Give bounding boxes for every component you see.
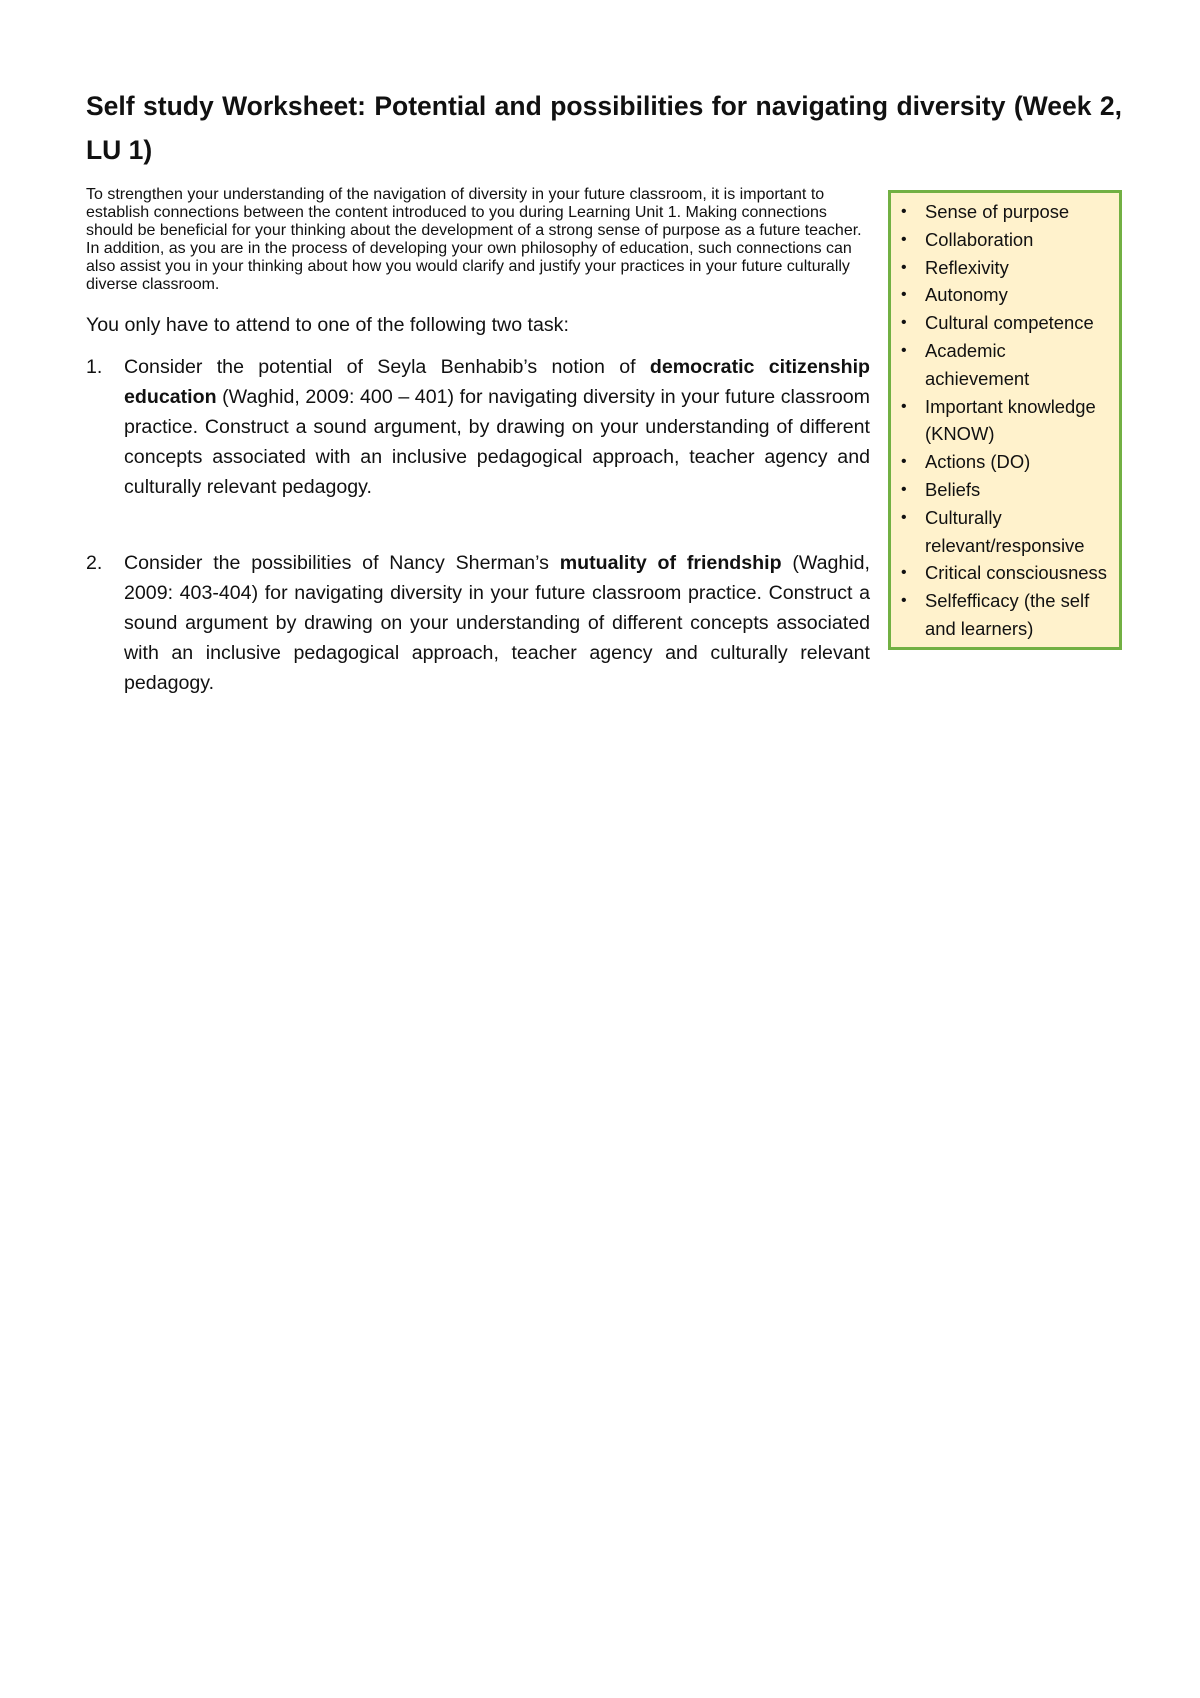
task-key-concept: mutuality of friendship — [559, 552, 782, 574]
concept-label: Culturally relevant/responsive — [925, 506, 1085, 556]
task-item — [86, 352, 884, 502]
task-instruction: You only have to attend to one of the following two task: — [86, 314, 569, 336]
task-list — [86, 352, 884, 698]
bullet-icon: • — [901, 286, 907, 304]
concept-label: Sense of purpose — [925, 201, 1070, 222]
concept-item — [897, 504, 1113, 560]
concept-item — [897, 448, 1113, 476]
worksheet-title: Self study Worksheet: Potential and possibilities for navigating diversity (Week 2, LU 1) — [86, 91, 1122, 165]
concepts-box — [888, 190, 1122, 650]
task-text-end: (Waghid, 2009: 403-404) for navigating diversity in your future classroom practice. Construct a sound argument by drawing on your understanding of different concepts associated with an inclusive pedagogical approach, teacher agency and culturally relevant pedagogy. — [124, 552, 871, 694]
bullet-icon: • — [901, 314, 907, 332]
concept-item — [897, 309, 1113, 337]
concept-item — [897, 587, 1113, 643]
concept-label: Cultural competence — [925, 312, 1094, 334]
concept-label: Reflexivity — [925, 256, 1009, 278]
concept-item — [897, 476, 1113, 504]
concept-label: Autonomy — [925, 284, 1008, 306]
concept-label: Selfefficacy (the self and learners) — [925, 590, 1090, 639]
concept-item — [897, 337, 1113, 393]
concepts-list — [897, 198, 1113, 643]
concept-item — [897, 226, 1113, 254]
bullet-icon: • — [901, 258, 907, 276]
task-text-start: Consider the potential of Seyla Benhabib’s notion of — [124, 356, 650, 378]
concept-item — [897, 559, 1113, 587]
bullet-icon: • — [901, 397, 907, 415]
task-text-start: Consider the possibilities of Nancy Sherman’s — [124, 552, 560, 574]
bullet-icon: • — [901, 592, 907, 610]
bullet-icon: • — [901, 453, 907, 471]
concept-item — [897, 254, 1113, 282]
concept-item — [897, 393, 1113, 449]
concept-label: Beliefs — [925, 478, 981, 500]
task-key-concept: democratic citizenship education — [124, 356, 870, 408]
bullet-icon: • — [901, 508, 907, 526]
task-text-end: (Waghid, 2009: 400 – 401) for navigating diversity in your future classroom practice. Construct a sound argument, by drawing on your understanding of different concepts associated with an inclusive pedagogical approach, teacher agency and culturally relevant pedagogy. — [124, 386, 870, 498]
concept-label: Actions (DO) — [925, 451, 1031, 473]
bullet-icon: • — [901, 203, 907, 220]
concept-label: Academic achievement — [925, 339, 1030, 389]
bullet-icon: • — [901, 230, 907, 248]
concept-item — [897, 281, 1113, 309]
task-item — [86, 548, 884, 698]
concept-item — [897, 198, 1113, 226]
bullet-icon: • — [901, 564, 907, 582]
bullet-icon: • — [901, 341, 907, 359]
concept-label: Critical consciousness — [925, 562, 1107, 584]
bullet-icon: • — [901, 480, 907, 498]
worksheet-page — [86, 84, 1122, 698]
task-number: 2. — [86, 552, 103, 574]
task-number: 1. — [86, 356, 103, 378]
intro-text: To strengthen your understanding of the navigation of diversity in your future classroom, it is important to establish connections between the content introduced to you during Learning Unit 1. Making connections should be beneficial for your thinking about the development of a strong sense of purpose as a future teacher. In addition, as you are in the process of developing your own philosophy of education, such connections can also assist you in your thinking about how you would clarify and justify your practices in your future culturally diverse classroom. — [86, 186, 862, 293]
concept-label: Collaboration — [925, 228, 1034, 250]
concept-label: Important knowledge (KNOW) — [925, 395, 1096, 445]
